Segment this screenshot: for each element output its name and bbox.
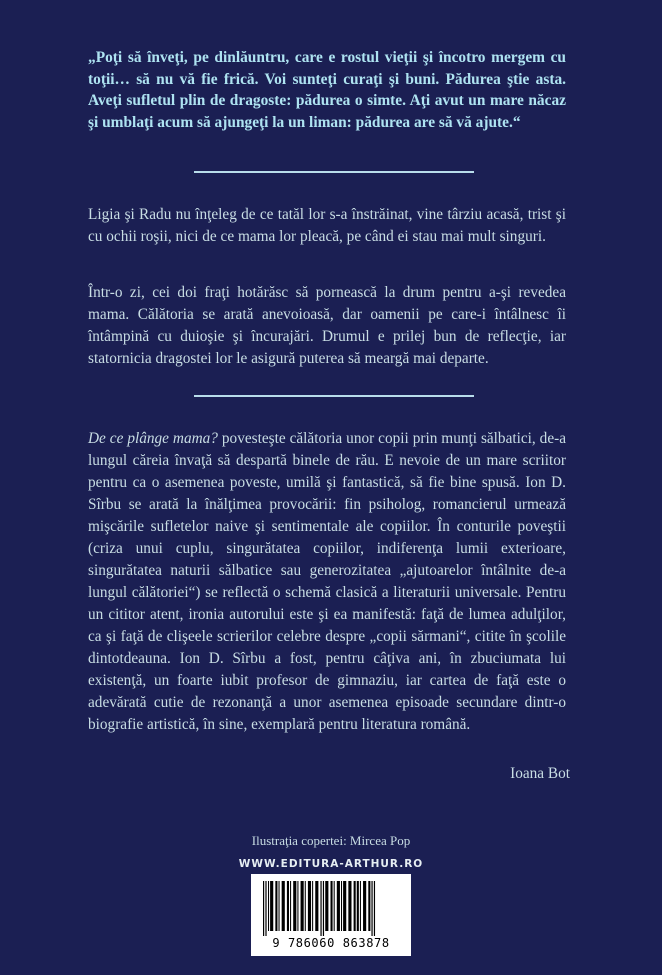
- barcode-bar: [275, 881, 277, 931]
- barcode-bar: [371, 881, 372, 936]
- barcode-bar: [279, 881, 280, 931]
- synopsis-paragraph-1: Ligia şi Radu nu înţeleg de ce tatăl lor s-a înstrăinat, vine târziu acasă, trist şi cu ochii roşii, nici de ce mama lor pleacă, pe când ei stau mai mult singuri.: [88, 206, 566, 245]
- barcode-bar: [343, 881, 346, 931]
- barcode-bar: [323, 881, 324, 936]
- barcode-bar: [325, 881, 328, 931]
- cover-illustration-credit: Ilustraţia copertei: Mircea Pop: [251, 833, 411, 848]
- barcode-bar: [374, 881, 375, 936]
- barcode-bars: [261, 881, 401, 936]
- barcode-bar: [297, 881, 298, 931]
- publisher-website: WWW.EDITURA-ARTHUR.RO: [238, 858, 424, 870]
- barcode-bar: [368, 881, 370, 931]
- barcode-bar: [363, 881, 366, 931]
- book-title: De ce plânge mama?: [88, 430, 218, 447]
- barcode-bar: [357, 881, 359, 931]
- barcode-bar: [312, 881, 313, 931]
- barcode-bar: [268, 881, 269, 931]
- barcode-bar: [315, 881, 318, 931]
- barcode-bar: [354, 881, 356, 931]
- barcode-bar: [282, 881, 285, 931]
- divider-top: [194, 171, 474, 173]
- barcode-bar: [290, 881, 291, 931]
- barcode-bar: [320, 881, 321, 936]
- isbn-digits: 9 786060 863878: [272, 936, 390, 950]
- barcode-bar: [334, 881, 335, 931]
- review-author: Ioana Bot: [510, 765, 570, 782]
- barcode-bar: [265, 881, 266, 936]
- barcode-bar: [301, 881, 304, 931]
- barcode-bar: [348, 881, 351, 931]
- barcode-bar: [337, 881, 340, 931]
- divider-bottom: [194, 395, 474, 397]
- barcode-bar: [270, 881, 273, 931]
- barcode-bar: [293, 881, 296, 931]
- synopsis-paragraph-2: Într-o zi, cei doi fraţi hotărăsc să pornească la drum pentru a-şi revedea mama. Călătoria se arată anevoioasă, dar oamenii pe care-i întâlnesc îi întâmpină cu duioşie şi încurajări. Drumul e prilej bun de reflecţie, iar statornicia dragostei lor le asigură puterea să meargă mai departe.: [88, 284, 566, 367]
- barcode-bar: [360, 881, 361, 931]
- barcode-bar: [331, 881, 333, 931]
- barcode-bar: [263, 881, 264, 936]
- review-paragraph: [88, 428, 566, 736]
- barcode-bar: [341, 881, 342, 931]
- review-text: povesteşte călătoria unor copii prin munţi sălbatici, de-a lungul căreia învaţă să despartă binele de rău. E nevoie de un mare scriitor pentru ca o asemenea poveste, umilă şi fantastică, să fie bine spusă. Ion D. Sîrbu se arată la înălţimea provocării: fin psiholog, romancierul urmează mişcările sufletelor naive şi sentimentale ale copiilor. În conturile poveştii (criza unui cuplu, singurătatea copiilor, indiferenţa lumii exterioare, singurătatea naturii sălbatice sau generozitatea „ajutoarelor întâlnite de-a lungul călătoriei“) se reflectă o schemă clasică a literaturii universale. Pentru un cititor atent, ironia autorului este şi ea manifestă: faţă de lumea adulţilor, ca şi faţă de clişeele scrierilor celebre despre „copii sărmani“, citite în şcolile dintotdeauna. Ion D. Sîrbu a fost, pentru câţiva ani, în zbuciumata lui existenţă, un foarte iubit profesor de gimnaziu, iar cartea de faţă este o adevărată cutie de rezonanţă a unor asemenea episoade secundare dintr-o biografie artistică, în sine, exemplară pentru literatura română.: [88, 430, 567, 733]
- barcode-bar: [305, 881, 306, 931]
- isbn-barcode: [251, 874, 411, 956]
- barcode-bar: [308, 881, 311, 931]
- barcode-bar: [287, 881, 289, 931]
- cover-quote: „Poţi să înveţi, pe dinlăuntru, care e rostul vieţii şi încotro mergem cu toţii… să nu vă fie frică. Voi sunteţi curaţi şi buni. Pădurea ştie asta. Aveţi sufletul plin de dragoste: pădurea o simte. Aţi avut un mare năcaz şi umblaţi acum să ajungeţi la un liman: pădurea are să vă ajute.“: [88, 49, 566, 131]
